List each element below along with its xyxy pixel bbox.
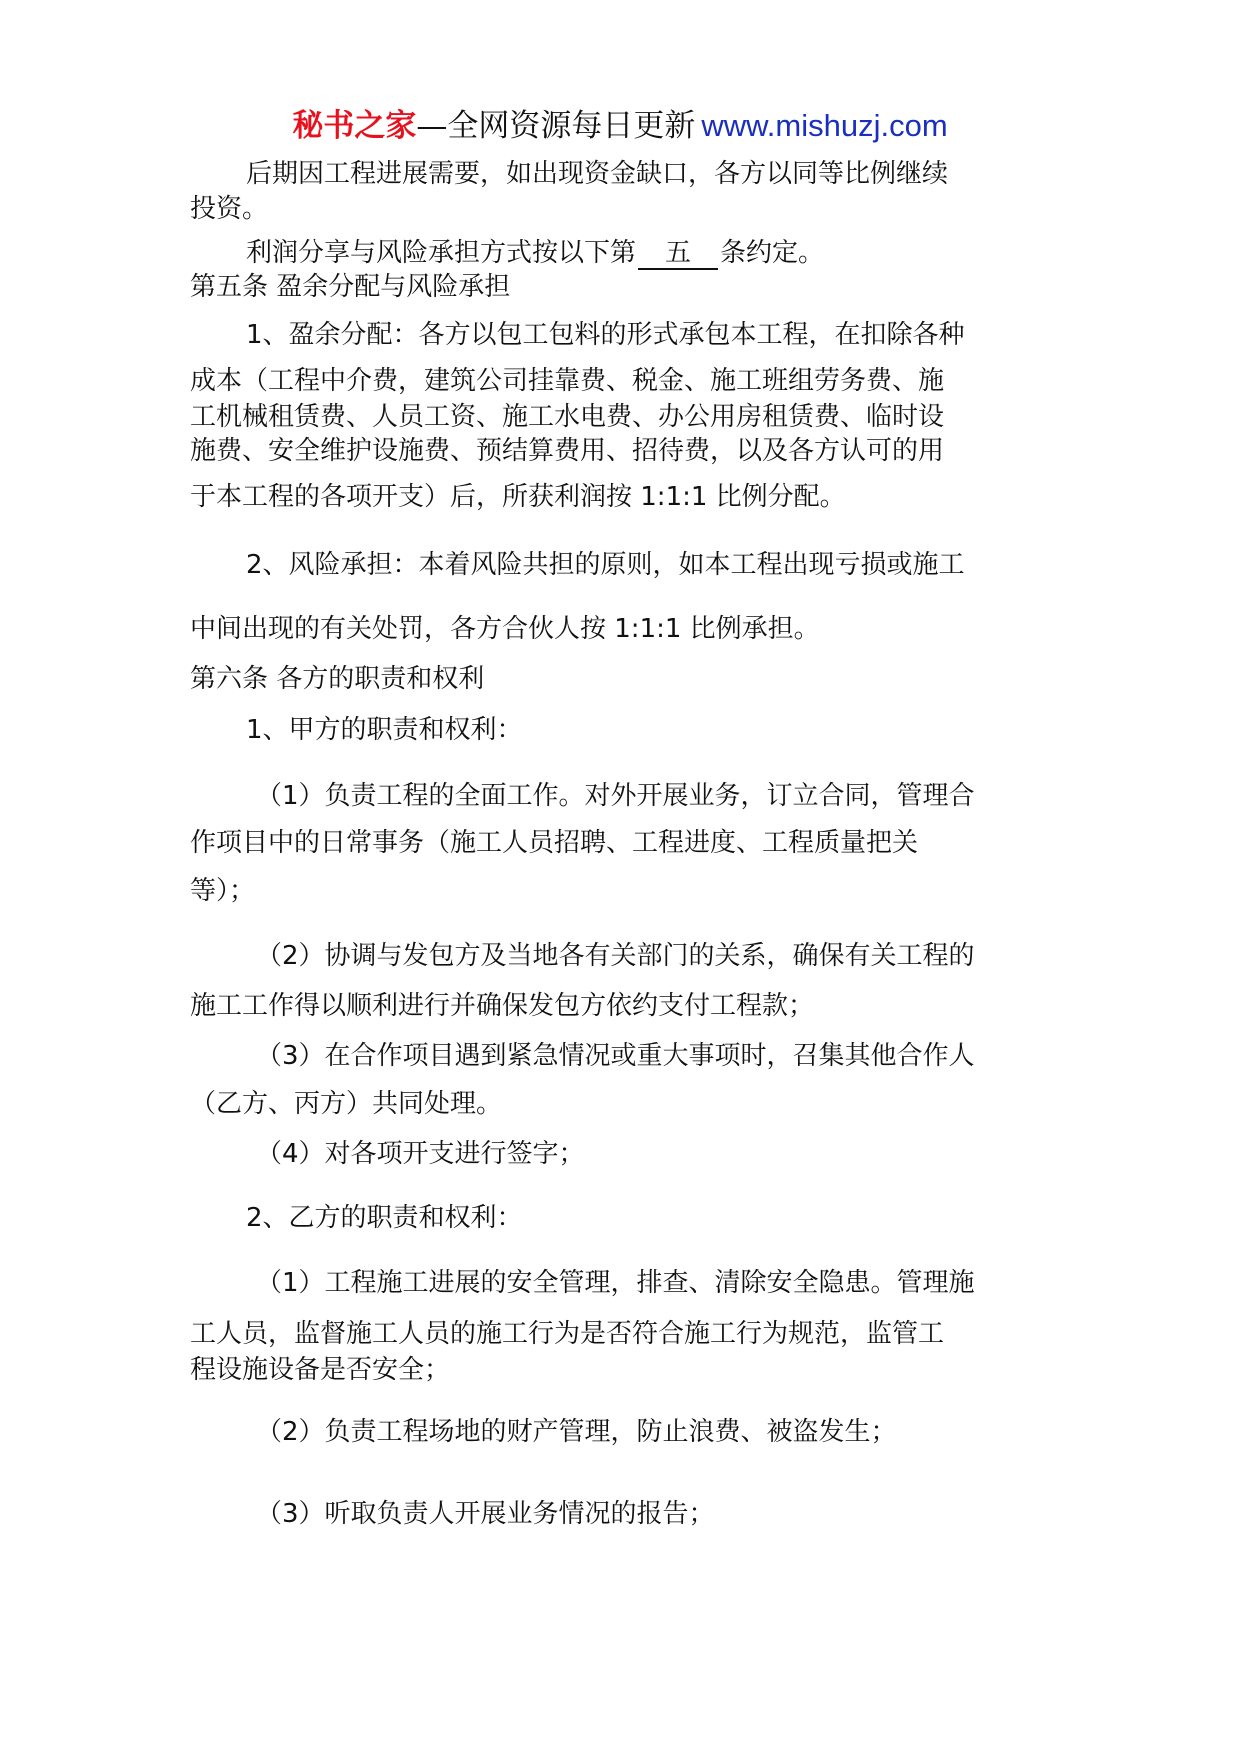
- profit-clause-line: [246, 236, 1070, 270]
- paragraph-line: 后期因工程进展需要，如出现资金缺口，各方以同等比例继续: [246, 159, 949, 189]
- paragraph-line: 投资。: [190, 194, 269, 224]
- paragraph-line: 于本工程的各项开支）后，所获利润按 1:1:1 比例分配。: [190, 482, 846, 512]
- section-heading: 2、乙方的职责和权利：: [246, 1203, 523, 1233]
- article-heading: 第六条 各方的职责和权利: [190, 664, 485, 694]
- paragraph-line: 2、风险承担：本着风险共担的原则，如本工程出现亏损或施工: [246, 550, 965, 580]
- paragraph-line: 施费、安全维护设施费、预结算费用、招待费，以及各方认可的用: [190, 436, 945, 466]
- clause-text-after: 条约定。: [720, 238, 825, 268]
- paragraph-line: （2）负责工程场地的财产管理，防止浪费、被盗发生；: [256, 1417, 897, 1447]
- paragraph-line: （1）工程施工进展的安全管理，排查、清除安全隐患。管理施: [256, 1268, 975, 1298]
- paragraph-line: （2）协调与发包方及当地各有关部门的关系，确保有关工程的: [256, 941, 975, 971]
- site-header: [0, 100, 1240, 152]
- clause-text-before: 利润分享与风险承担方式按以下第: [246, 238, 637, 268]
- paragraph-line: 工人员，监督施工人员的施工行为是否符合施工行为规范，监管工: [190, 1319, 945, 1349]
- paragraph-line: （4）对各项开支进行签字；: [256, 1139, 585, 1169]
- brand-name: 秘书之家: [292, 108, 417, 144]
- paragraph-line: （3）听取负责人开展业务情况的报告；: [256, 1499, 715, 1529]
- paragraph-line: （1）负责工程的全面工作。对外开展业务，订立合同，管理合: [256, 781, 975, 811]
- section-heading: 1、甲方的职责和权利：: [246, 715, 523, 745]
- paragraph-line: 施工工作得以顺利进行并确保发包方依约支付工程款；: [190, 991, 815, 1021]
- paragraph-line: 程设施设备是否安全；: [190, 1355, 451, 1385]
- paragraph-line: （3）在合作项目遇到紧急情况或重大事项时，召集其他合作人: [256, 1041, 975, 1071]
- paragraph-line: 1、盈余分配：各方以包工包料的形式承包本工程，在扣除各种: [246, 320, 965, 350]
- paragraph-line: 工机械租赁费、人员工资、施工水电费、办公用房租赁费、临时设: [190, 402, 945, 432]
- header-tagline: —全网资源每日更新: [416, 108, 696, 144]
- paragraph-line: 成本（工程中介费，建筑公司挂靠费、税金、施工班组劳务费、施: [190, 366, 945, 396]
- site-url-link[interactable]: www.mishuzj.com: [701, 108, 948, 143]
- clause-blank-value: 五: [638, 238, 718, 270]
- article-heading: 第五条 盈余分配与风险承担: [190, 272, 511, 302]
- paragraph-line: （乙方、丙方）共同处理。: [190, 1089, 503, 1119]
- paragraph-line: 等）；: [190, 876, 256, 906]
- paragraph-line: 作项目中的日常事务（施工人员招聘、工程进度、工程质量把关: [190, 828, 919, 858]
- paragraph-line: 中间出现的有关处罚，各方合伙人按 1:1:1 比例承担。: [190, 614, 820, 644]
